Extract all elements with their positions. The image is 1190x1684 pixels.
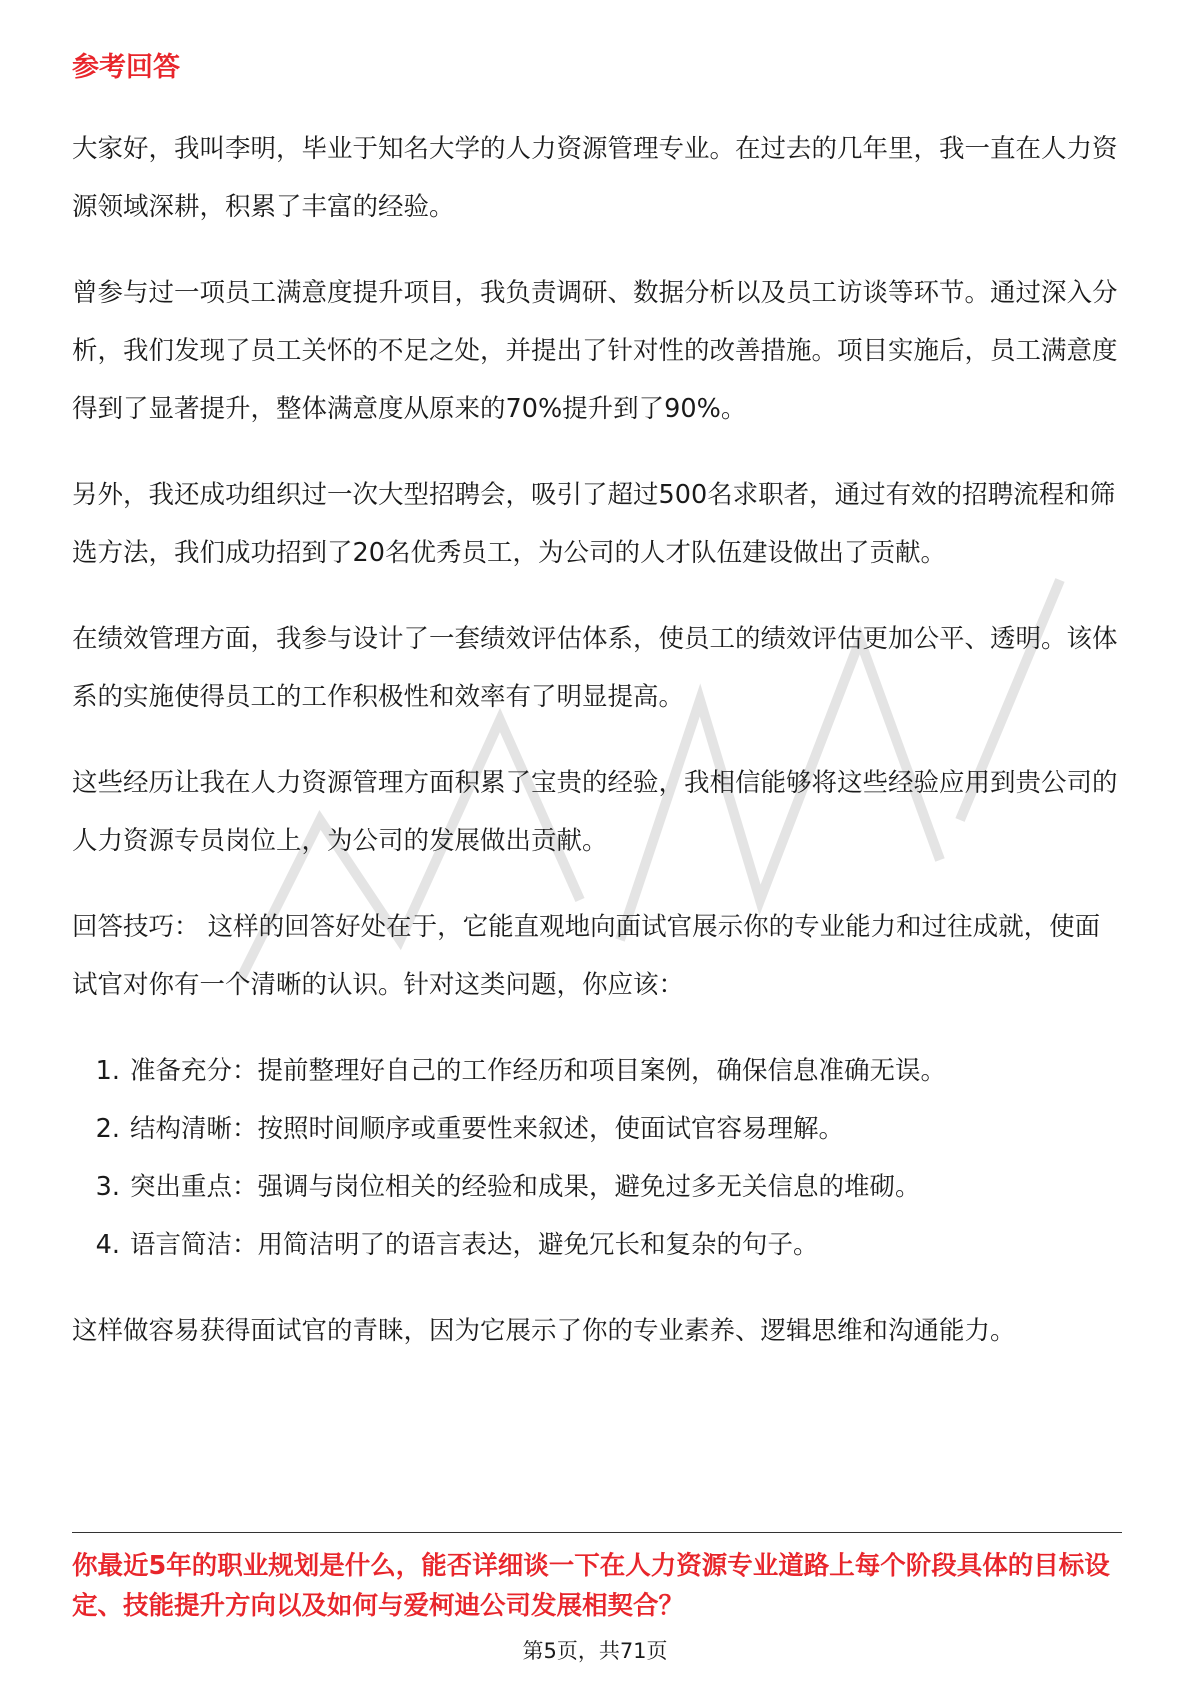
answer-heading: 参考回答 [72, 52, 180, 83]
section-divider [72, 1532, 1122, 1533]
answer-tips [72, 898, 1122, 1014]
next-question: 你最近5年的职业规划是什么，能否详细谈一下在人力资源专业道路上每个阶段具体的目标设定、技能提升方向以及如何与爱柯迪公司发展相契合？ [72, 1551, 1110, 1621]
paragraph-closing: 这样做容易获得面试官的青睐，因为它展示了你的专业素养、逻辑思维和沟通能力。 [72, 1316, 1016, 1346]
list-item-number: 2. [95, 1114, 120, 1144]
list-item-text: 准备充分：提前整理好自己的工作经历和项目案例，确保信息准确无误。 [130, 1056, 947, 1086]
list-item [72, 1042, 1122, 1100]
list-item-number: 4. [95, 1230, 120, 1260]
answer-body [72, 120, 1122, 1388]
list-item-text: 突出重点：强调与岗位相关的经验和成果，避免过多无关信息的堆砌。 [130, 1172, 921, 1202]
paragraph-intro: 大家好，我叫李明，毕业于知名大学的人力资源管理专业。在过去的几年里，我一直在人力资源领域深耕，积累了丰富的经验。 [72, 134, 1118, 222]
list-item-number: 1. [95, 1056, 120, 1086]
paragraph-performance: 在绩效管理方面，我参与设计了一套绩效评估体系，使员工的绩效评估更加公平、透明。该体系的实施使得员工的工作积极性和效率有了明显提高。 [72, 624, 1118, 712]
tips-label: 回答技巧： [72, 912, 200, 942]
tips-text: 这样的回答好处在于，它能直观地向面试官展示你的专业能力和过往成就，使面试官对你有一个清晰的认识。针对这类问题，你应该： [72, 912, 1101, 1000]
list-item-text: 结构清晰：按照时间顺序或重要性来叙述，使面试官容易理解。 [130, 1114, 845, 1144]
list-item [72, 1216, 1122, 1274]
list-item-number: 3. [95, 1172, 120, 1202]
paragraph-recruitment: 另外，我还成功组织过一次大型招聘会，吸引了超过500名求职者，通过有效的招聘流程和筛选方法，我们成功招到了20名优秀员工，为公司的人才队伍建设做出了贡献。 [72, 480, 1116, 568]
paragraph-summary: 这些经历让我在人力资源管理方面积累了宝贵的经验，我相信能够将这些经验应用到贵公司的人力资源专员岗位上，为公司的发展做出贡献。 [72, 768, 1118, 856]
paragraph-satisfaction-project: 曾参与过一项员工满意度提升项目，我负责调研、数据分析以及员工访谈等环节。通过深入分析，我们发现了员工关怀的不足之处，并提出了针对性的改善措施。项目实施后，员工满意度得到了显著提升，整体满意度从原来的70%提升到了90%。 [72, 278, 1118, 424]
list-item [72, 1100, 1122, 1158]
list-item-text: 语言简洁：用简洁明了的语言表达，避免冗长和复杂的句子。 [130, 1230, 819, 1260]
tips-list [72, 1042, 1122, 1274]
list-item [72, 1158, 1122, 1216]
page-number: 第5页，共71页 [522, 1639, 668, 1663]
